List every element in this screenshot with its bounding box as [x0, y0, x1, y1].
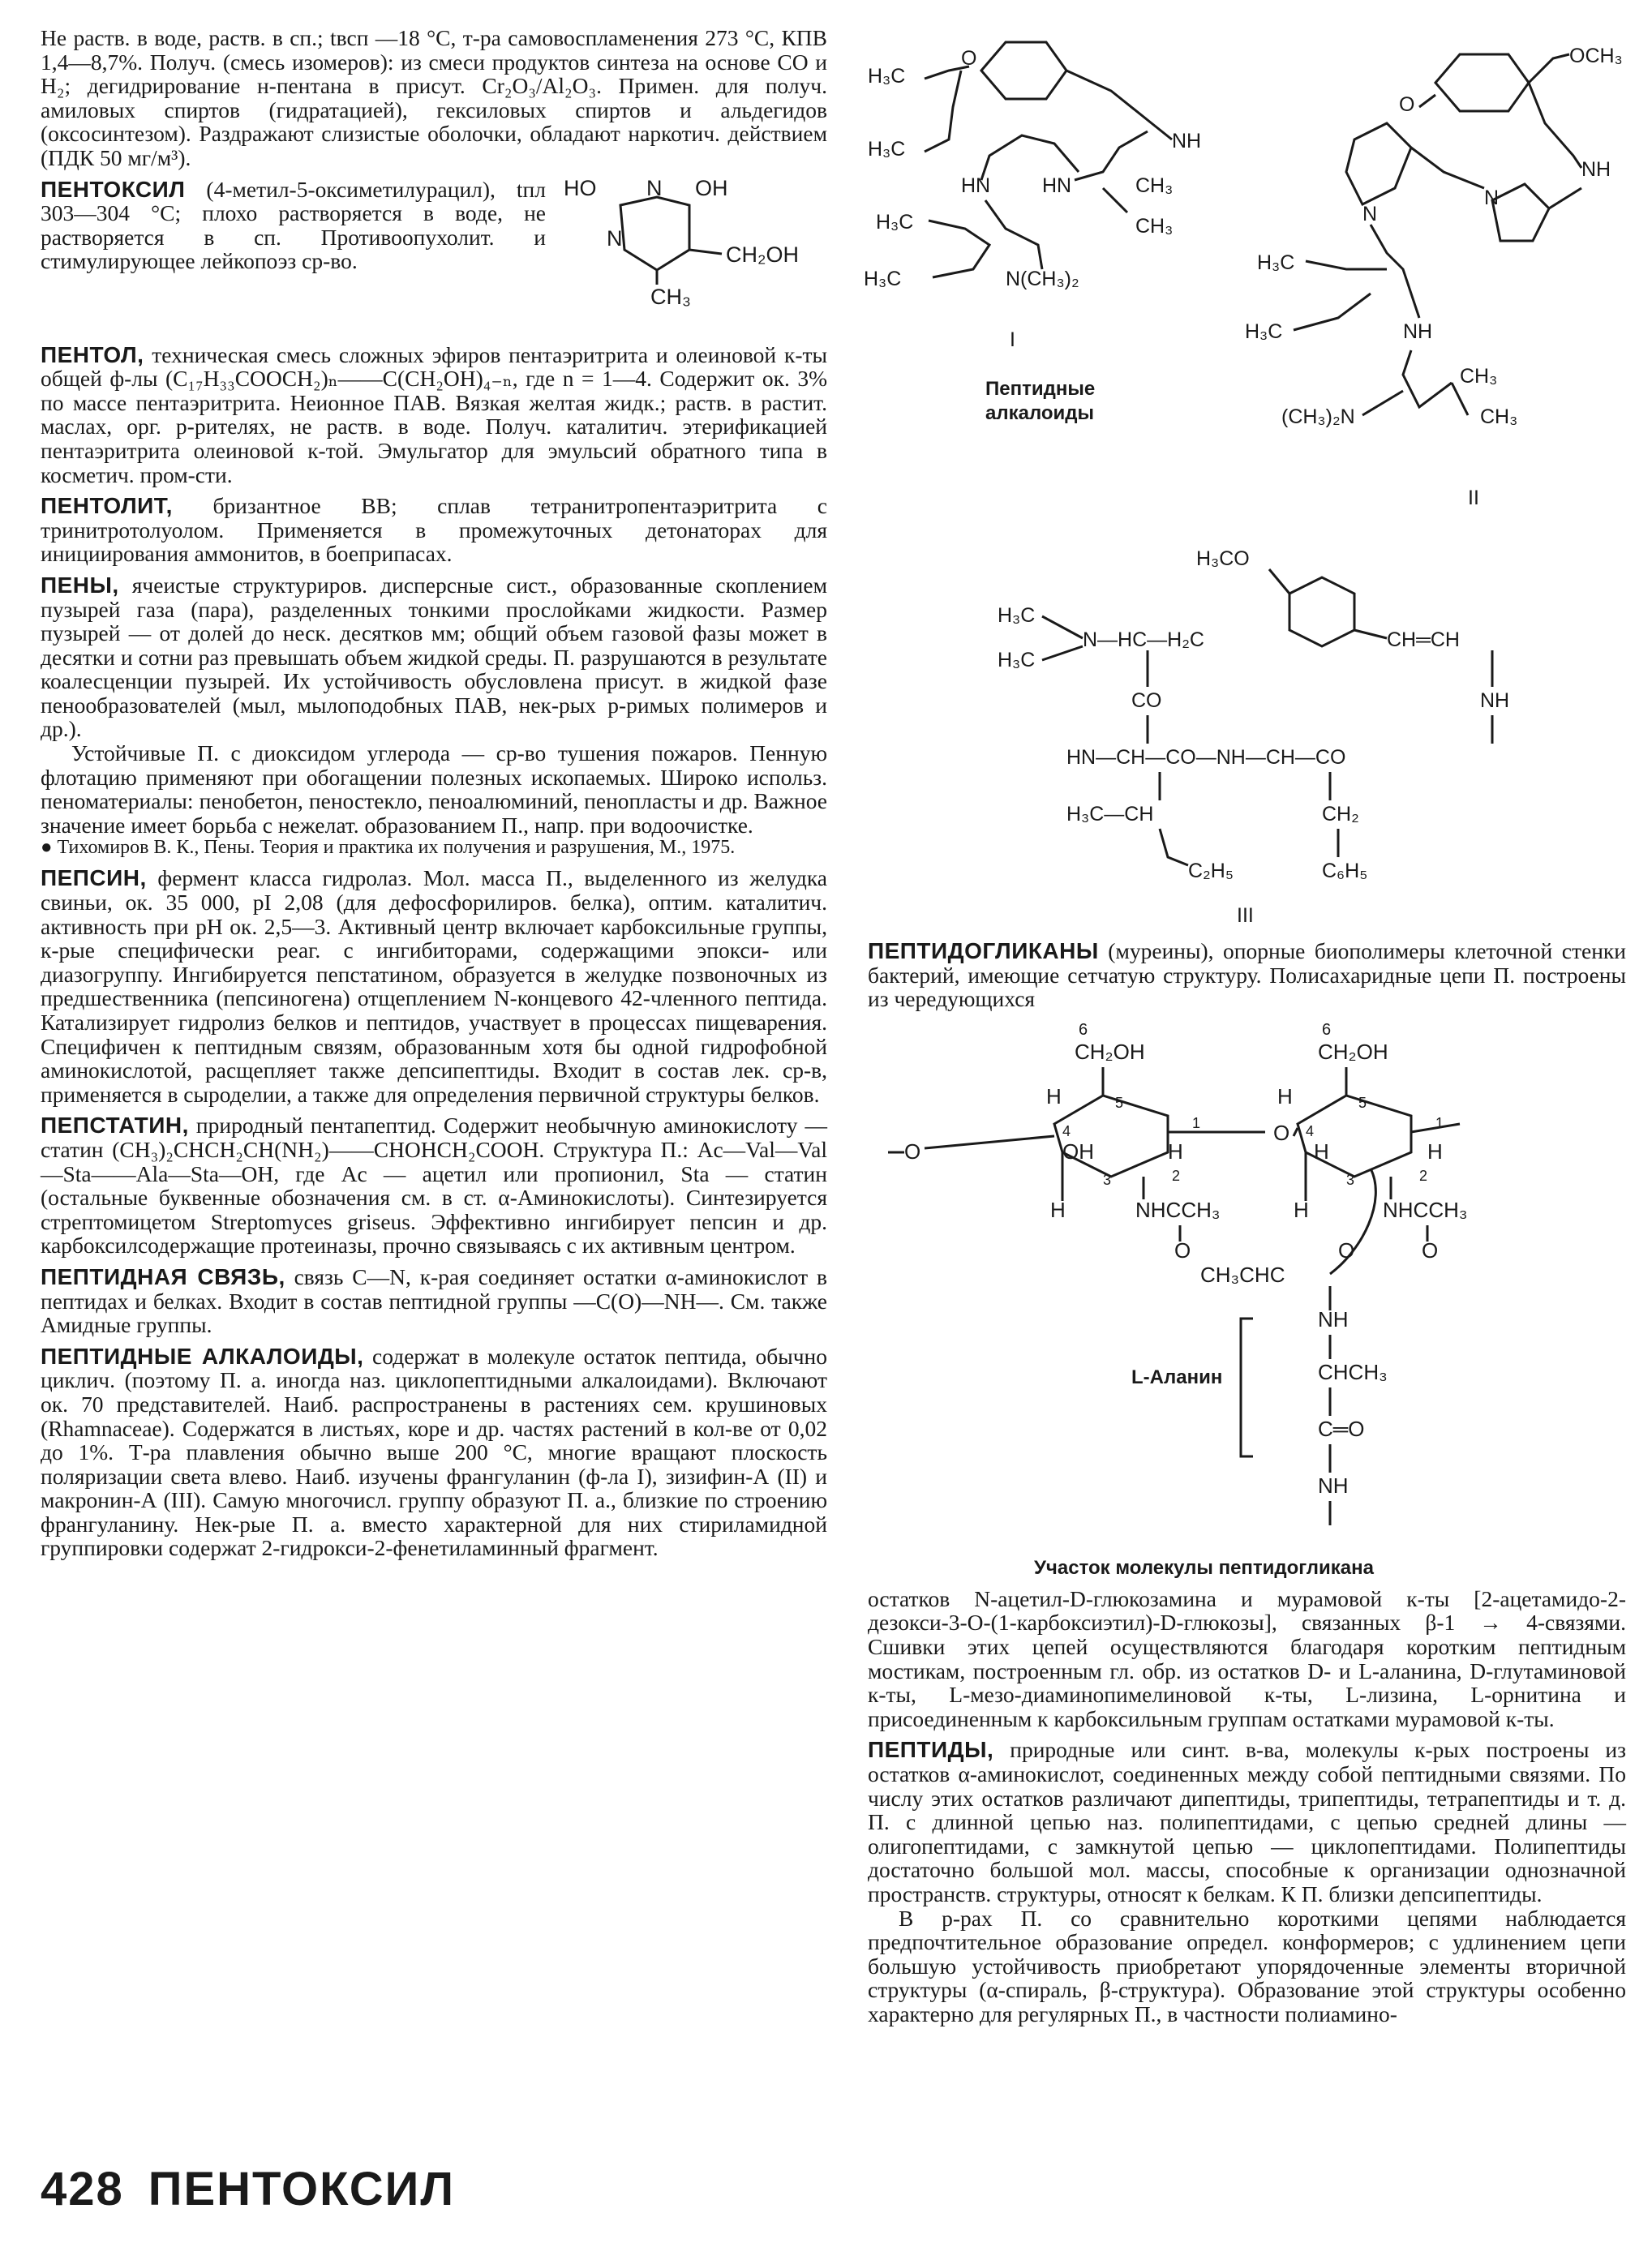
benzene-ring: [1435, 54, 1529, 111]
bond: [1075, 131, 1148, 180]
label: CH═CH: [1387, 628, 1460, 651]
peptidoglycans-text-a: (муреины), опорные биополимеры клеточной стенки бактерий, имеющие сетчатую структуру. Полисахаридные цепи П. построены из чередующихся: [868, 938, 1626, 1012]
bond: [1452, 383, 1468, 415]
peptides-text: природные или синт. в-ва, молекулы к-рых построены из остатков α-аминокислот, соединенных между собой пептидными связями. По числу этих остатков различают дипептиды, трипептиды, тетрапептиды и т. д. П. с длинной цепью наз. полипептидами, с цепью средней длины — олигопептидами, с замкнутой цепью — циклопептидами. Полипептиды достаточно большой мол. массы, способные к организации однозначной пространств. структуры, относят к белкам. К П. близки депсипептиды.: [868, 1737, 1626, 1906]
label: O: [1338, 1237, 1355, 1263]
benzene-ring: [981, 42, 1066, 99]
label: H₃C—CH: [1066, 803, 1154, 826]
bond: [1306, 261, 1387, 269]
label: NH: [1318, 1473, 1349, 1498]
label: H₃C: [998, 649, 1036, 671]
label: H: [1427, 1139, 1443, 1164]
label: H: [1294, 1197, 1309, 1222]
peptidoglycan-figure: [868, 1014, 1626, 1582]
page-number: 428: [41, 2163, 124, 2215]
label: C₂H₅: [1188, 860, 1234, 882]
formula-ho: HO: [564, 175, 597, 200]
alanine-label: L-Аланин: [1131, 1366, 1223, 1388]
structure-1: [864, 42, 1201, 424]
pyrrolidine-ring: [1492, 184, 1549, 241]
pepsin-text: фермент класса гидролаз. Мол. масса П., выделенного из желудка свиньи, ок. 35 000, pI 2,08 (для дефосфорилиров. белка), оптим. каталитич. активность при pH ок. 2,5—3. Активный центр включает карбоксильные группы, к-рые специфически реаг. с ингибиторами, содержащими эпокси- или диазогруппу. Ингибируется пепстатином, образуется в желудке позвоночных из предшественника (пепсиногена) отщеплением N-концевого 42-членного пептида. Катализирует гидролиз белков и пептидов, участвует в процессах пищеварения. Специфичен к пептидным связям, образованным хотя бы одной гидрофобной аминокислотой, расщепляет также депсипептиды. Входит в состав лек. ср-в, применяется в сыроделии, а также для определения первичной структуры белков.: [41, 865, 827, 1107]
label: H: [1168, 1139, 1183, 1164]
bond: [1294, 294, 1371, 330]
label: C₆H₅: [1322, 860, 1368, 882]
label: H: [1050, 1197, 1066, 1222]
label: N(CH₃)₂: [1006, 268, 1079, 290]
headword-peptide-bond: ПЕПТИДНАЯ СВЯЗЬ,: [41, 1263, 285, 1289]
entry-pentolit: [41, 494, 827, 566]
headword-pepsin: ПЕПСИН,: [41, 865, 147, 891]
label: CO: [1131, 689, 1162, 712]
structure-3: [998, 547, 1509, 927]
formula-n-top: N: [646, 175, 663, 200]
label: HN: [961, 174, 991, 197]
bond: [1403, 350, 1452, 407]
bond: [1269, 569, 1289, 594]
label: 5: [1358, 1094, 1367, 1111]
bond: [1371, 225, 1419, 318]
bond: [1529, 83, 1581, 168]
bond: [929, 221, 989, 277]
right-column: [864, 26, 1626, 2026]
label: (CH₃)₂N: [1281, 405, 1355, 428]
label: H₃C: [998, 604, 1036, 627]
label: H₃CO: [1196, 547, 1250, 570]
running-head: ПЕНТОКСИЛ: [148, 2163, 456, 2215]
label: 6: [1322, 1020, 1332, 1039]
sugar-ring-2: [1298, 1096, 1411, 1177]
formula-n-left: N: [607, 225, 623, 251]
label: H₃C: [876, 211, 914, 234]
headword-peptides: ПЕПТИДЫ,: [868, 1737, 994, 1763]
headword-pepstatin: ПЕПСТАТИН,: [41, 1113, 189, 1139]
label: N: [1484, 187, 1500, 209]
bond: [1411, 148, 1484, 188]
bond: [1294, 1128, 1298, 1136]
sugar-ring-1: [1054, 1096, 1168, 1177]
structure-number: III: [1237, 904, 1254, 927]
label: CH₂OH: [1075, 1039, 1145, 1064]
bond: [985, 200, 1042, 269]
headword-pentol: ПЕНТОЛ,: [41, 341, 144, 367]
figure-caption-line-2: алкалоиды: [985, 402, 1095, 424]
page-footer: [41, 2162, 479, 2216]
entry-pepsin: [41, 866, 827, 1106]
formula-ch3: CH₃: [650, 284, 691, 309]
label: HN—CH—CO—NH—CH—CO: [1066, 746, 1346, 769]
bond: [689, 250, 722, 254]
label: C═O: [1318, 1416, 1365, 1441]
label: 3: [1103, 1171, 1112, 1188]
entry-peptide-bond: [41, 1265, 827, 1337]
label: O: [1399, 93, 1415, 116]
label: 2: [1172, 1167, 1181, 1184]
formula-ch2oh: CH₂OH: [726, 242, 799, 267]
bond: [925, 71, 961, 152]
label: H₃C: [864, 268, 902, 290]
bond: [1419, 95, 1435, 107]
pyrrolidine-ring: [1346, 123, 1411, 204]
label: H₃C: [1245, 320, 1283, 343]
pyrimidine-ring: [620, 197, 689, 270]
label: CHCH₃: [1318, 1359, 1388, 1384]
peptide-alkaloids-figure: [864, 26, 1626, 942]
bond: [1529, 54, 1569, 83]
bond: [1354, 630, 1387, 638]
label: O: [1273, 1120, 1290, 1145]
entry-peptide-alkaloids: [41, 1345, 827, 1560]
label: CH₃: [1480, 405, 1518, 428]
intro-paragraph: Не раств. в воде, раств. в сп.; tвсп —18 °С, т-ра самовоспламенения 273 °С, КПВ 1,4—8,7%. Получ. (смесь изомеров): из смеси продуктов синтеза на основе СО и Н₂; дегидрирование н-пентана в присут. Cr₂O₃/Al₂O₃. Примен. для получ. амиловых спиртов (гидратацией), гексиловых спиртов и альдегидов (оксосинтезом). Раздражают слизистые оболочки, обладают наркотич. действием (ПДК 50 мг/м³).: [41, 25, 827, 170]
headword-peptide-alkaloids: ПЕПТИДНЫЕ АЛКАЛОИДЫ,: [41, 1343, 364, 1369]
label: CH₂OH: [1318, 1039, 1388, 1064]
figure-caption-line-1: Пептидные: [985, 378, 1096, 400]
pepstatin-text: природный пентапептид. Содержит необычную аминокислоту — статин (CH₃)₂CHCH₂CH(NH₂)——CHOHCH₂COOH. Структура П.: Ac—Val—Val—Sta——Ala—Sta—OH, где Ac — ацетил или пропионил, Sta — статин (остальные буквенные обозначения см. в ст. α-Аминокислоты). Синтезируется стрептомицетом Streptomyces griseus. Эффективно ингибирует пепсин и др. карбоксилсодержащие протеиназы, прочно связываясь с их активным центром.: [41, 1113, 827, 1259]
bond: [925, 66, 969, 79]
label: OH: [1062, 1139, 1094, 1164]
figure-caption: Участок молекулы пептидогликана: [1034, 1556, 1374, 1579]
label: CH₃: [1135, 215, 1174, 238]
bond: [1042, 616, 1083, 638]
peptide-bond-text: связь С—N, к-рая соединяет остатки α-аминокислот в пептидах и белках. Входит в состав пептидной группы —С(О)—NH—. См. также Амидные группы.: [41, 1263, 827, 1338]
label: O: [1174, 1237, 1191, 1263]
peny-reference: ● Тихомиров В. К., Пены. Теория и практика их получения и разрушения, М., 1975.: [41, 837, 736, 859]
label: 6: [1079, 1020, 1088, 1039]
label: NH: [1480, 689, 1510, 712]
bond: [1066, 71, 1172, 139]
formula-oh: OH: [695, 175, 728, 200]
structure-number: II: [1468, 487, 1479, 509]
label: 2: [1419, 1167, 1428, 1184]
label: H: [1314, 1139, 1329, 1164]
label: 3: [1346, 1171, 1355, 1188]
bond: [1362, 391, 1403, 415]
peny-text: ячеистые структуриров. дисперсные сист., образованные скоплением пузырей газа (пара), разделенных тонкими прослойками жидкости. Размер пузырей — от долей до неск. десятков мм; общий объем газовой фазы может в десятки и сотни раз превышать объем жидкой среды. П. разрушаются в результате коалесценции пузырей. Их устойчивость обусловлена присут. в жидкой фазе пенообразователей (мыл, мылоподобных ПАВ, нек-рых р-римых полимеров и др.).: [41, 572, 827, 742]
label: H: [1046, 1083, 1062, 1109]
label: 4: [1062, 1122, 1071, 1139]
pentolit-text: бризантное ВВ; сплав тетранитропентаэритрита с тринитротолуолом. Применяется в промежуточных детонаторах для инициирования аммонитов, в боеприпасах.: [41, 493, 827, 567]
label: H: [1277, 1083, 1293, 1109]
headword-peptidoglycans: ПЕПТИДОГЛИКАНЫ: [868, 938, 1099, 963]
structure-2: [1245, 45, 1623, 509]
pentoxil-formula: [556, 173, 827, 311]
peptide-alkaloids-text: содержат в молекуле остаток пептида, обычно циклич. (поэтому П. а. иногда наз. циклопептидными алкалоидами). Включают ок. 70 представителей. Наиб. распространены в растениях сем. крушиновых (Rhamnaceae). Содержатся в листьях, коре и др. частях растений в кол-ве от 0,02 до 1%. Т-ра плавления обычно выше 200 °С, многие вращают плоскость поляризации света влево. Наиб. изучены франгуланин (ф-ла I), зизифин-А (II) и макронин-А (III). Самую многочисл. группу образуют П. а., близкие по строению франгуланину. Нек-рые П. а. вместо характерной для них стириламидной группировки содержат 2-гидрокси-2-фенетиламинный фрагмент.: [41, 1343, 827, 1561]
label: CH₂: [1322, 803, 1359, 826]
entry-peptidoglycans: [868, 939, 1626, 1011]
label: OCH₃: [1569, 45, 1623, 67]
label: 4: [1306, 1122, 1315, 1139]
bond: [1042, 646, 1083, 660]
peptides-paragraph-2: В р-рах П. со сравнительно короткими цепями наблюдается предпочтительное образование определ. конформеров; с удлинением цепи большую устойчивость приобретают упорядоченные элементы вторичной структуры (α-спираль, β-структура). Образование этой структуры особенно характерно для регулярных П., в частности полиамино-: [868, 1905, 1626, 2026]
label: H₃C: [868, 65, 906, 88]
entry-pepstatin: [41, 1113, 827, 1258]
left-column: [41, 26, 827, 1560]
peptidoglycan-structure: [888, 1021, 1467, 1579]
label: CH₃CHC: [1200, 1262, 1285, 1287]
label: 5: [1115, 1094, 1124, 1111]
label: O: [904, 1139, 921, 1164]
bracket: [1241, 1319, 1253, 1456]
benzene-ring: [1289, 577, 1354, 646]
peny-paragraph-2: Устойчивые П. с диоксидом углерода — ср-во тушения пожаров. Пенную флотацию применяют при обогащении полезных ископаемых. Широко использ. пеноматериалы: пенобетон, пеностекло, пеноалюминий, пенопласты и др. Важное значение имеет борьба с нежелат. образованием П., напр. при водоочистке.: [41, 740, 827, 838]
label: 1: [1192, 1114, 1201, 1131]
headword-pentoxil: ПЕНТОКСИЛ: [41, 176, 186, 202]
peptidoglycans-text-b: остатков N-ацетил-D-глюкозамина и мурамовой к-ты [2-ацетамидо-2-дезокси-3-О-(1-карбоксиэтил)-D-глюкозы], связанных β-1 → 4-связями. Сшивки этих цепей осуществляются благодаря коротким пептидным мостикам, построенным гл. обр. из остатков D- и L-аланина, D-глутаминовой к-ты, L-мезо-диаминопимелиновой к-ты, L-лизина, L-орнитина и присоединенным к карбоксильным группам остатками мурамовой к-ты.: [868, 1585, 1626, 1731]
entry-pentoxil: [41, 175, 827, 311]
headword-pentolit: ПЕНТОЛИТ,: [41, 493, 173, 519]
label: 1: [1435, 1114, 1444, 1131]
label: HN: [1042, 174, 1072, 197]
bond: [925, 1136, 1054, 1148]
label: H₃C: [1257, 251, 1295, 274]
label: NH: [1172, 130, 1202, 152]
label: H₃C: [868, 138, 906, 161]
label: O: [1422, 1237, 1439, 1263]
label: N: [1362, 203, 1378, 225]
label: N—HC—H₂C: [1083, 628, 1204, 651]
label: NH: [1318, 1306, 1349, 1332]
bond: [1160, 829, 1188, 865]
label: NH: [1581, 158, 1611, 181]
entry-peptides: [868, 1738, 1626, 1906]
label: NH: [1403, 320, 1433, 343]
label: NHCCH₃: [1383, 1197, 1468, 1222]
pentol-text: техническая смесь сложных эфиров пентаэритрита и олеиновой к-ты общей ф-лы (C₁₇H₃₃COOCH₂)ₙ——C(CH₂OH)₄₋ₙ, где n = 1—4. Содержит ок. 3% по массе пентаэритрита. Неионное ПАВ. Вязкая желтая жидк.; раств. в растит. маслах, орг. р-рителях, не раств. в воде. Получ. каталитич. этерификацией пентаэритрита олеиновой к-той. Эмульгатор для эмульсий обратного типа в косметич. пром-сти.: [41, 341, 827, 487]
bond: [981, 135, 1079, 180]
pentoxil-text: (4-метил-5-оксиметилурацил), tпл 303—304 °С; плохо растворяется в воде, не растворяется в сп. Противоопухолит. и стимулирующее лейкопоэз ср-во.: [41, 176, 546, 274]
entry-pentol: [41, 343, 827, 487]
headword-peny: ПЕНЫ,: [41, 572, 119, 598]
label: CH₃: [1135, 174, 1174, 197]
bond: [1103, 188, 1127, 212]
structure-number: I: [1010, 328, 1015, 351]
bond: [1549, 188, 1581, 208]
label: NHCCH₃: [1135, 1197, 1221, 1222]
label: CH₃: [1460, 365, 1498, 388]
label: O: [961, 47, 977, 70]
entry-peny: [41, 573, 827, 741]
